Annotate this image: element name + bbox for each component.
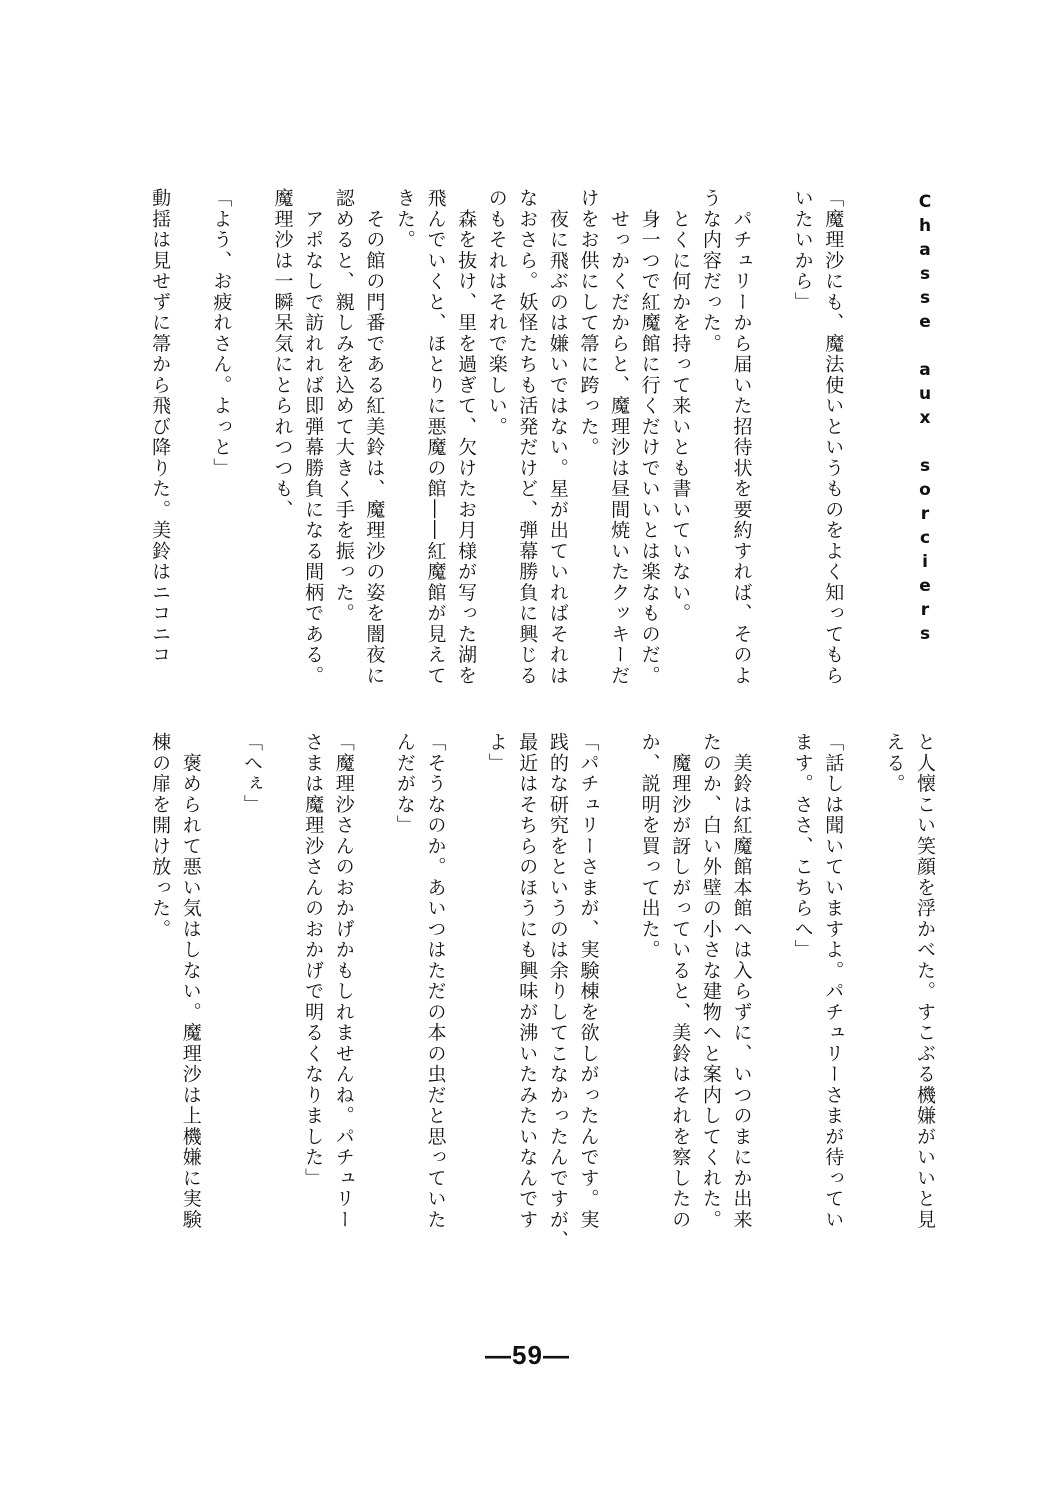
text-line: 「よう、お疲れさん。よっと」 (210, 188, 233, 479)
text-line: 「魔理沙さんのおかげかもしれませんね。パチュリー (332, 732, 355, 1230)
blank-line (848, 188, 879, 708)
chapter-title: Chasse aux sorciers (915, 192, 935, 648)
text-line: 「パチュリーさまが、実験棟を欲しがったんです。実 (577, 732, 600, 1230)
text-line: 「そうなのか。あいつはただの本の虫だと思っていた (424, 732, 447, 1230)
blank-line (206, 732, 237, 1252)
text-line: 夜に飛ぶのは嫌いではない。星が出ていればそれは (546, 188, 569, 686)
text-line: 褒められて悪い気はしない。魔理沙は上機嫌に実験 (179, 732, 202, 1230)
blank-line (603, 732, 634, 1252)
page-number: —59— (485, 1340, 570, 1370)
bottom-text-block (145, 732, 940, 1252)
text-line: 認めると、親しみを込めて大きく手を振った。 (332, 188, 355, 624)
text-line: と人懐こい笑顔を浮かべた。すこぶる機嫌がいいと見 (914, 732, 936, 1230)
text-line: パチュリーから届いた招待状を要約すれば、そのよ (730, 188, 753, 686)
text-line: える。 (883, 732, 906, 795)
blank-line (879, 188, 910, 708)
text-line: 「へぇ」 (240, 732, 263, 815)
text-line: アポなしで訪れれば即弾幕勝負になる間柄である。 (302, 188, 325, 686)
blank-line (359, 732, 390, 1252)
text-line: 最近はそちらのほうにも興味が沸いたみたいなんです (516, 732, 539, 1230)
text-line: うな内容だった。 (699, 188, 722, 354)
text-line: さまは魔理沙さんのおかげで明るくなりました」 (302, 732, 325, 1189)
top-text-block (145, 188, 940, 708)
text-line: のもそれはそれで楽しい。 (485, 188, 508, 437)
text-line: 飛んでいくと、ほとりに悪魔の館――紅魔館が見えて (424, 188, 447, 686)
text-line: ます。ささ、こちらへ」 (791, 732, 814, 961)
blank-line (175, 188, 206, 708)
text-line: 美鈴は紅魔館本館へは入らずに、いつのまにか出来 (730, 732, 753, 1230)
text-line: 身一つで紅魔館に行くだけでいいとは楽なものだ。 (638, 188, 661, 686)
text-line: 践的な研究をというのは余りしてこなかったんですが、 (546, 732, 569, 1251)
text-line: よ」 (485, 732, 508, 774)
text-line: 「魔理沙にも、魔法使いというものをよく知ってもら (822, 188, 845, 686)
text-line: せっかくだからと、魔理沙は昼間焼いたクッキーだ (608, 188, 631, 686)
blank-line (267, 732, 298, 1252)
text-line: 森を抜け、里を過ぎて、欠けたお月様が写った湖を (455, 188, 478, 686)
blank-line (848, 732, 879, 1252)
text-line: 棟の扉を開け放った。 (149, 732, 172, 940)
text-line: か、説明を買って出た。 (638, 732, 661, 961)
blank-line (451, 732, 482, 1252)
text-line: んだがな」 (393, 732, 416, 836)
text-line: 魔理沙は一瞬呆気にとられつつも、 (271, 188, 294, 520)
text-line: いたいから」 (791, 188, 814, 313)
text-line: けをお供にして箒に跨った。 (577, 188, 600, 458)
text-line: 魔理沙が訝しがっていると、美鈴はそれを察したの (669, 732, 692, 1230)
text-line: その館の門番である紅美鈴は、魔理沙の姿を闇夜に (363, 188, 386, 686)
text-line: なおさら。妖怪たちも活発だけど、弾幕勝負に興じる (516, 188, 539, 686)
text-line: とくに何かを持って来いとも書いていない。 (669, 188, 692, 624)
blank-line (756, 188, 787, 708)
blank-line (236, 188, 267, 708)
text-line: 動揺は見せずに箒から飛び降りた。美鈴はニコニコ (149, 188, 172, 666)
text-line: きた。 (393, 188, 416, 251)
text-line: たのか、白い外壁の小さな建物へと案内してくれた。 (699, 732, 722, 1230)
blank-line (756, 732, 787, 1252)
text-line: 「話しは聞いていますよ。パチュリーさまが待ってい (822, 732, 845, 1230)
